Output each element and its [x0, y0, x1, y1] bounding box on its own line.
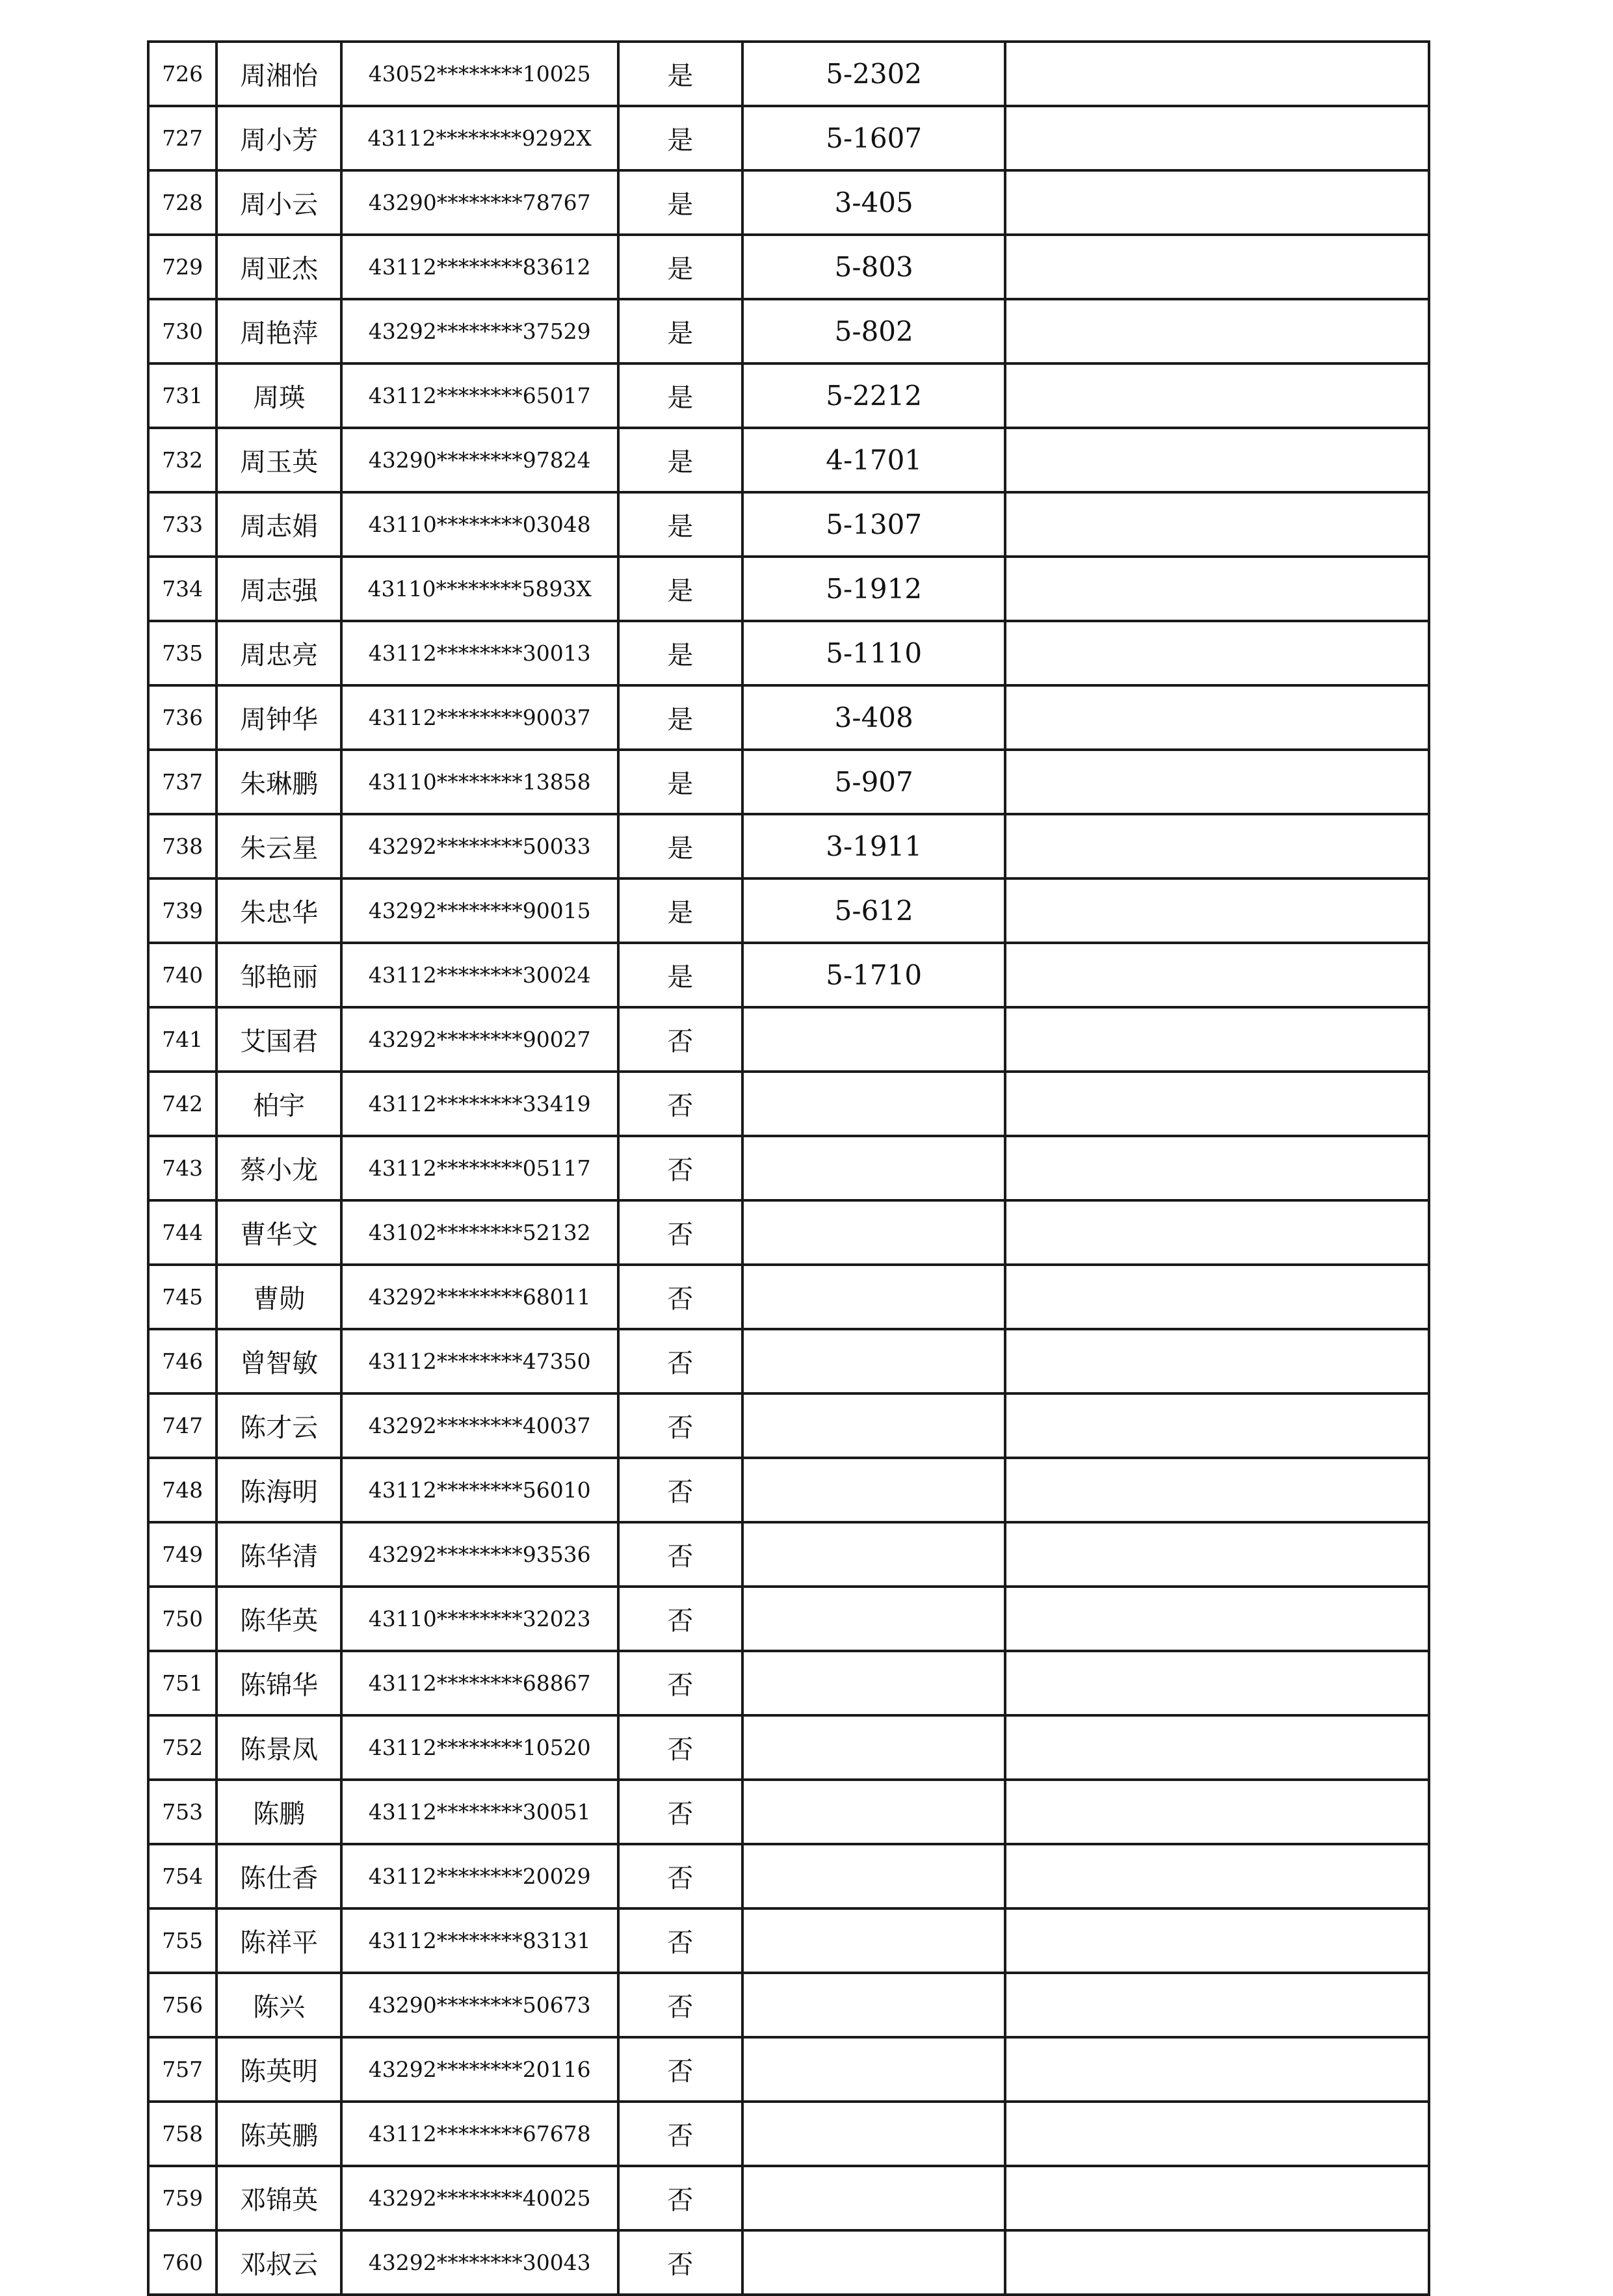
table-row [148, 299, 1429, 363]
person-name: 周亚杰 [216, 235, 341, 299]
room-number: 5-1607 [742, 106, 1005, 170]
row-number: 754 [148, 1844, 216, 1908]
row-number: 750 [148, 1587, 216, 1651]
id-number: 43292********50033 [341, 814, 618, 878]
row-number: 745 [148, 1265, 216, 1329]
table-row [148, 1136, 1429, 1200]
table-row [148, 1522, 1429, 1587]
eligibility-flag: 是 [618, 557, 743, 621]
table-row [148, 1651, 1429, 1715]
room-number [742, 1587, 1005, 1651]
id-number: 43290********50673 [341, 1973, 618, 2037]
person-name: 周小芳 [216, 106, 341, 170]
person-name: 陈华英 [216, 1587, 341, 1651]
room-number: 5-2212 [742, 363, 1005, 428]
table-row [148, 1200, 1429, 1265]
table-row [148, 814, 1429, 878]
eligibility-flag: 是 [618, 814, 743, 878]
remark-cell [1005, 2166, 1429, 2230]
row-number: 759 [148, 2166, 216, 2230]
table-row [148, 2102, 1429, 2166]
remark-cell [1005, 1651, 1429, 1715]
person-name: 柏宇 [216, 1072, 341, 1136]
table-row [148, 492, 1429, 557]
applicant-table [147, 40, 1430, 2296]
room-number [742, 1265, 1005, 1329]
eligibility-flag: 是 [618, 363, 743, 428]
person-name: 周玉英 [216, 428, 341, 492]
table-row [148, 1973, 1429, 2037]
table-row [148, 685, 1429, 750]
person-name: 陈鹏 [216, 1780, 341, 1844]
id-number: 43292********90027 [341, 1007, 618, 1072]
id-number: 43112********05117 [341, 1136, 618, 1200]
room-number [742, 1200, 1005, 1265]
remark-cell [1005, 1715, 1429, 1780]
person-name: 周志娟 [216, 492, 341, 557]
row-number: 758 [148, 2102, 216, 2166]
eligibility-flag: 否 [618, 1007, 743, 1072]
eligibility-flag: 是 [618, 428, 743, 492]
table-row [148, 235, 1429, 299]
table-row [148, 1329, 1429, 1393]
eligibility-flag: 否 [618, 2166, 743, 2230]
row-number: 744 [148, 1200, 216, 1265]
room-number [742, 1908, 1005, 1973]
room-number: 5-1110 [742, 621, 1005, 685]
id-number: 43110********03048 [341, 492, 618, 557]
id-number: 43292********30043 [341, 2230, 618, 2295]
eligibility-flag: 是 [618, 235, 743, 299]
room-number: 3-405 [742, 170, 1005, 235]
table-row [148, 2166, 1429, 2230]
row-number: 749 [148, 1522, 216, 1587]
eligibility-flag: 是 [618, 42, 743, 106]
room-number [742, 1136, 1005, 1200]
person-name: 周瑛 [216, 363, 341, 428]
room-number: 5-1710 [742, 943, 1005, 1007]
table-row [148, 106, 1429, 170]
person-name: 陈华清 [216, 1522, 341, 1587]
table-row [148, 2230, 1429, 2295]
remark-cell [1005, 750, 1429, 814]
remark-cell [1005, 428, 1429, 492]
person-name: 陈兴 [216, 1973, 341, 2037]
table-row [148, 1265, 1429, 1329]
row-number: 742 [148, 1072, 216, 1136]
eligibility-flag: 是 [618, 750, 743, 814]
row-number: 747 [148, 1393, 216, 1458]
id-number: 43112********65017 [341, 363, 618, 428]
person-name: 邹艳丽 [216, 943, 341, 1007]
row-number: 736 [148, 685, 216, 750]
id-number: 43112********68867 [341, 1651, 618, 1715]
person-name: 陈海明 [216, 1458, 341, 1522]
id-number: 43112********47350 [341, 1329, 618, 1393]
person-name: 陈祥平 [216, 1908, 341, 1973]
room-number [742, 2037, 1005, 2102]
table-row [148, 42, 1429, 106]
room-number: 3-408 [742, 685, 1005, 750]
remark-cell [1005, 106, 1429, 170]
table-row [148, 943, 1429, 1007]
remark-cell [1005, 299, 1429, 363]
room-number: 5-1307 [742, 492, 1005, 557]
remark-cell [1005, 2037, 1429, 2102]
person-name: 曾智敏 [216, 1329, 341, 1393]
table-row [148, 1007, 1429, 1072]
eligibility-flag: 否 [618, 1844, 743, 1908]
row-number: 729 [148, 235, 216, 299]
row-number: 728 [148, 170, 216, 235]
row-number: 748 [148, 1458, 216, 1522]
table-row [148, 1844, 1429, 1908]
room-number [742, 1522, 1005, 1587]
row-number: 746 [148, 1329, 216, 1393]
id-number: 43112********83612 [341, 235, 618, 299]
eligibility-flag: 是 [618, 621, 743, 685]
remark-cell [1005, 1780, 1429, 1844]
id-number: 43112********56010 [341, 1458, 618, 1522]
id-number: 43112********30013 [341, 621, 618, 685]
table-row [148, 1072, 1429, 1136]
room-number: 3-1911 [742, 814, 1005, 878]
person-name: 邓锦英 [216, 2166, 341, 2230]
eligibility-flag: 是 [618, 685, 743, 750]
id-number: 43110********32023 [341, 1587, 618, 1651]
room-number [742, 1072, 1005, 1136]
room-number [742, 1780, 1005, 1844]
remark-cell [1005, 943, 1429, 1007]
applicant-table-body [148, 42, 1429, 2295]
row-number: 756 [148, 1973, 216, 2037]
row-number: 741 [148, 1007, 216, 1072]
remark-cell [1005, 42, 1429, 106]
person-name: 邓叔云 [216, 2230, 341, 2295]
id-number: 43112********83131 [341, 1908, 618, 1973]
id-number: 43112********20029 [341, 1844, 618, 1908]
remark-cell [1005, 235, 1429, 299]
remark-cell [1005, 1136, 1429, 1200]
id-number: 43292********40025 [341, 2166, 618, 2230]
remark-cell [1005, 1072, 1429, 1136]
eligibility-flag: 否 [618, 1651, 743, 1715]
table-row [148, 1587, 1429, 1651]
room-number [742, 1329, 1005, 1393]
row-number: 751 [148, 1651, 216, 1715]
eligibility-flag: 否 [618, 1715, 743, 1780]
remark-cell [1005, 1007, 1429, 1072]
person-name: 艾国君 [216, 1007, 341, 1072]
room-number [742, 2166, 1005, 2230]
room-number: 5-803 [742, 235, 1005, 299]
room-number [742, 1844, 1005, 1908]
eligibility-flag: 是 [618, 299, 743, 363]
id-number: 43292********20116 [341, 2037, 618, 2102]
row-number: 757 [148, 2037, 216, 2102]
id-number: 43112********33419 [341, 1072, 618, 1136]
eligibility-flag: 否 [618, 1587, 743, 1651]
remark-cell [1005, 1908, 1429, 1973]
person-name: 周钟华 [216, 685, 341, 750]
row-number: 738 [148, 814, 216, 878]
person-name: 周志强 [216, 557, 341, 621]
remark-cell [1005, 1200, 1429, 1265]
eligibility-flag: 否 [618, 1329, 743, 1393]
room-number: 4-1701 [742, 428, 1005, 492]
person-name: 曹勋 [216, 1265, 341, 1329]
row-number: 731 [148, 363, 216, 428]
row-number: 755 [148, 1908, 216, 1973]
room-number: 5-907 [742, 750, 1005, 814]
id-number: 43110********13858 [341, 750, 618, 814]
table-row [148, 1908, 1429, 1973]
remark-cell [1005, 1844, 1429, 1908]
eligibility-flag: 否 [618, 1522, 743, 1587]
eligibility-flag: 否 [618, 1072, 743, 1136]
remark-cell [1005, 878, 1429, 943]
person-name: 朱云星 [216, 814, 341, 878]
id-number: 43110********5893X [341, 557, 618, 621]
id-number: 43112********9292X [341, 106, 618, 170]
person-name: 陈英鹏 [216, 2102, 341, 2166]
room-number [742, 2102, 1005, 2166]
row-number: 733 [148, 492, 216, 557]
table-row [148, 1780, 1429, 1844]
table-row [148, 170, 1429, 235]
room-number [742, 1007, 1005, 1072]
person-name: 周忠亮 [216, 621, 341, 685]
room-number: 5-2302 [742, 42, 1005, 106]
row-number: 753 [148, 1780, 216, 1844]
remark-cell [1005, 2230, 1429, 2295]
person-name: 陈才云 [216, 1393, 341, 1458]
id-number: 43112********67678 [341, 2102, 618, 2166]
room-number [742, 1458, 1005, 1522]
person-name: 周小云 [216, 170, 341, 235]
person-name: 周湘怡 [216, 42, 341, 106]
eligibility-flag: 是 [618, 878, 743, 943]
table-row [148, 2037, 1429, 2102]
eligibility-flag: 否 [618, 1973, 743, 2037]
table-row [148, 878, 1429, 943]
remark-cell [1005, 685, 1429, 750]
table-row [148, 363, 1429, 428]
id-number: 43292********40037 [341, 1393, 618, 1458]
id-number: 43112********90037 [341, 685, 618, 750]
table-row [148, 1393, 1429, 1458]
eligibility-flag: 否 [618, 2102, 743, 2166]
remark-cell [1005, 1329, 1429, 1393]
id-number: 43052********10025 [341, 42, 618, 106]
remark-cell [1005, 621, 1429, 685]
remark-cell [1005, 1265, 1429, 1329]
remark-cell [1005, 814, 1429, 878]
id-number: 43292********90015 [341, 878, 618, 943]
table-row [148, 557, 1429, 621]
table-row [148, 428, 1429, 492]
row-number: 740 [148, 943, 216, 1007]
id-number: 43102********52132 [341, 1200, 618, 1265]
person-name: 陈英明 [216, 2037, 341, 2102]
row-number: 737 [148, 750, 216, 814]
eligibility-flag: 否 [618, 1780, 743, 1844]
eligibility-flag: 否 [618, 1458, 743, 1522]
eligibility-flag: 否 [618, 1908, 743, 1973]
id-number: 43292********37529 [341, 299, 618, 363]
eligibility-flag: 是 [618, 106, 743, 170]
person-name: 朱琳鹏 [216, 750, 341, 814]
eligibility-flag: 是 [618, 943, 743, 1007]
row-number: 752 [148, 1715, 216, 1780]
row-number: 735 [148, 621, 216, 685]
row-number: 734 [148, 557, 216, 621]
id-number: 43112********30024 [341, 943, 618, 1007]
row-number: 730 [148, 299, 216, 363]
remark-cell [1005, 2102, 1429, 2166]
eligibility-flag: 否 [618, 2230, 743, 2295]
room-number [742, 1393, 1005, 1458]
row-number: 727 [148, 106, 216, 170]
room-number: 5-612 [742, 878, 1005, 943]
eligibility-flag: 否 [618, 1265, 743, 1329]
remark-cell [1005, 1458, 1429, 1522]
person-name: 陈景凤 [216, 1715, 341, 1780]
row-number: 743 [148, 1136, 216, 1200]
table-row [148, 750, 1429, 814]
row-number: 732 [148, 428, 216, 492]
eligibility-flag: 否 [618, 2037, 743, 2102]
room-number: 5-802 [742, 299, 1005, 363]
table-row [148, 1715, 1429, 1780]
eligibility-flag: 是 [618, 170, 743, 235]
row-number: 739 [148, 878, 216, 943]
remark-cell [1005, 1587, 1429, 1651]
eligibility-flag: 否 [618, 1393, 743, 1458]
row-number: 760 [148, 2230, 216, 2295]
eligibility-flag: 否 [618, 1200, 743, 1265]
eligibility-flag: 否 [618, 1136, 743, 1200]
room-number [742, 2230, 1005, 2295]
remark-cell [1005, 557, 1429, 621]
person-name: 蔡小龙 [216, 1136, 341, 1200]
room-number [742, 1715, 1005, 1780]
person-name: 陈仕香 [216, 1844, 341, 1908]
remark-cell [1005, 363, 1429, 428]
room-number: 5-1912 [742, 557, 1005, 621]
id-number: 43112********30051 [341, 1780, 618, 1844]
id-number: 43112********10520 [341, 1715, 618, 1780]
remark-cell [1005, 1522, 1429, 1587]
id-number: 43290********97824 [341, 428, 618, 492]
person-name: 曹华文 [216, 1200, 341, 1265]
table-row [148, 621, 1429, 685]
id-number: 43290********78767 [341, 170, 618, 235]
eligibility-flag: 是 [618, 492, 743, 557]
remark-cell [1005, 1393, 1429, 1458]
id-number: 43292********93536 [341, 1522, 618, 1587]
person-name: 陈锦华 [216, 1651, 341, 1715]
id-number: 43292********68011 [341, 1265, 618, 1329]
row-number: 726 [148, 42, 216, 106]
room-number [742, 1651, 1005, 1715]
remark-cell [1005, 492, 1429, 557]
room-number [742, 1973, 1005, 2037]
remark-cell [1005, 170, 1429, 235]
person-name: 周艳萍 [216, 299, 341, 363]
person-name: 朱忠华 [216, 878, 341, 943]
table-row [148, 1458, 1429, 1522]
remark-cell [1005, 1973, 1429, 2037]
